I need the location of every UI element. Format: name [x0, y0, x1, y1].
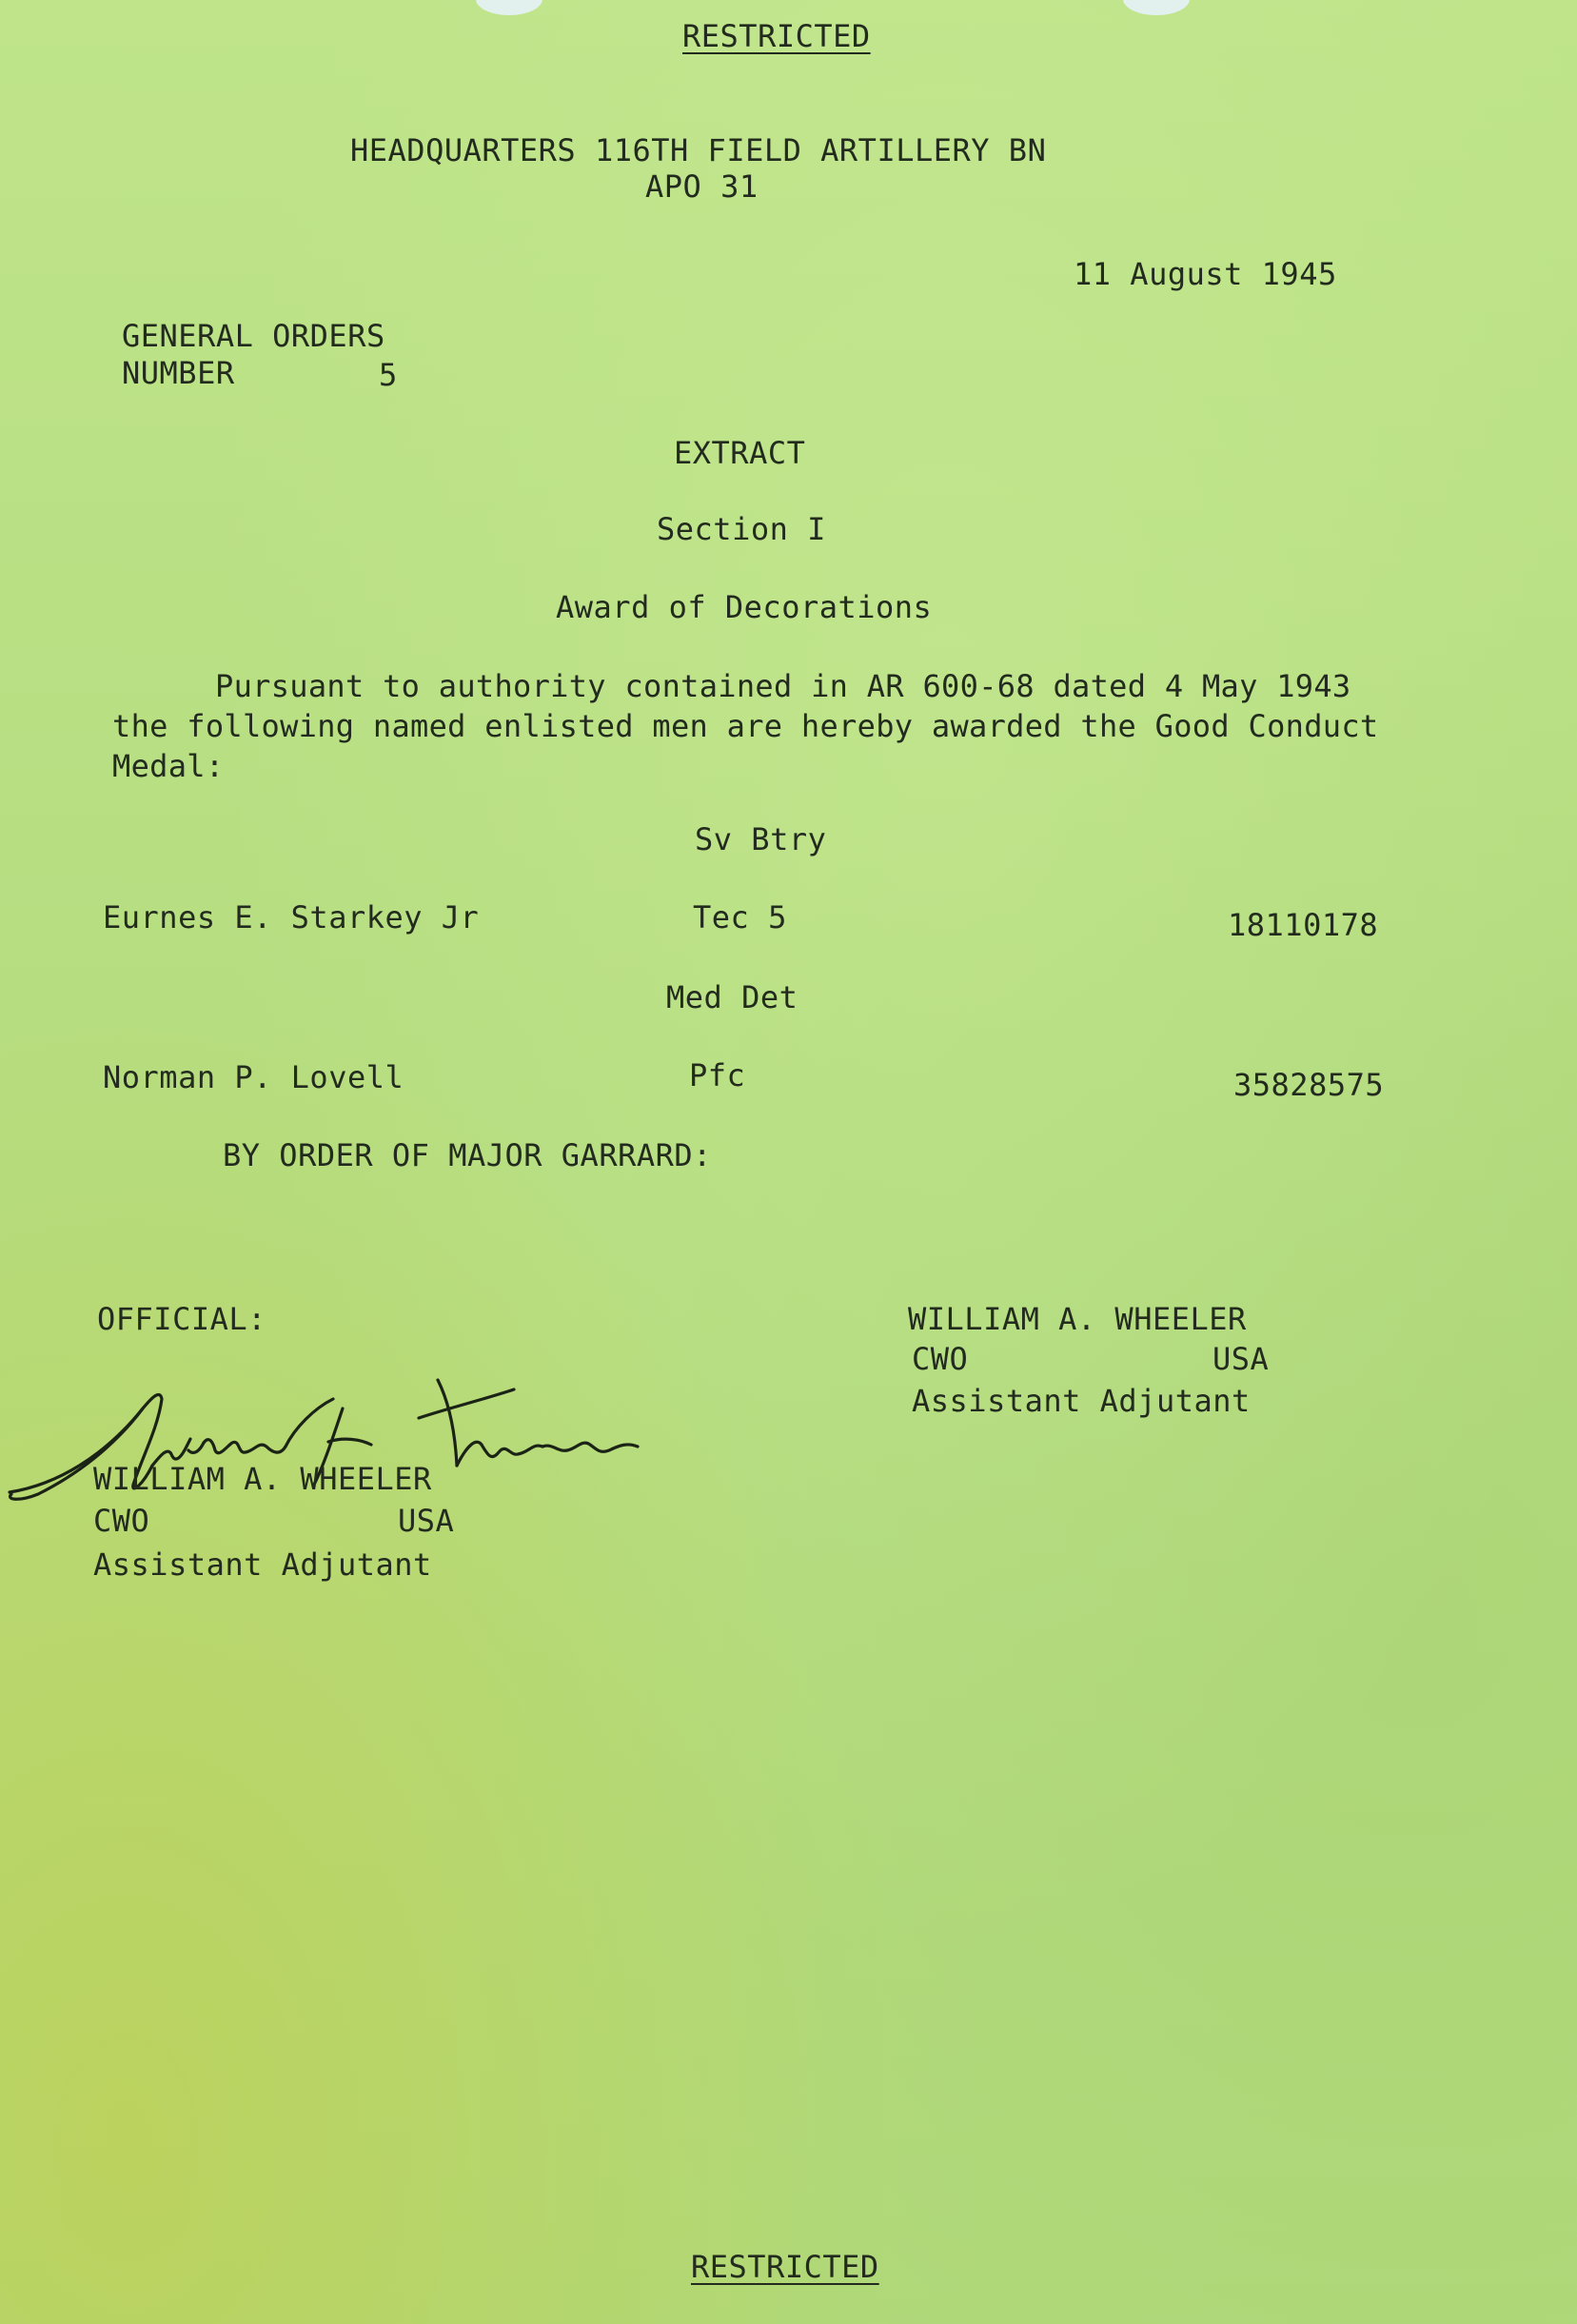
classification-top: RESTRICTED — [682, 18, 871, 54]
signatory-name: WILLIAM A. WHEELER — [908, 1301, 1247, 1337]
award-unit: Med Det — [666, 979, 798, 1015]
handwritten-signature — [0, 1351, 647, 1523]
award-rank: Tec 5 — [693, 899, 787, 936]
body-paragraph — [112, 666, 1473, 786]
punch-hole — [476, 0, 542, 15]
official-branch: USA — [398, 1503, 455, 1539]
unit-heading: HEADQUARTERS 116TH FIELD ARTILLERY BN — [350, 132, 1047, 168]
order-number-value: 5 — [379, 357, 398, 393]
by-order-line: BY ORDER OF MAJOR GARRARD: — [223, 1137, 712, 1173]
award-name: Eurnes E. Starkey Jr — [103, 899, 480, 936]
apo-line: APO 31 — [645, 168, 759, 205]
section-title: Section I — [657, 511, 826, 547]
official-label: OFFICIAL: — [97, 1301, 266, 1337]
subject-title: Award of Decorations — [556, 589, 933, 625]
extract-title: EXTRACT — [674, 435, 806, 471]
punch-hole — [1123, 0, 1190, 15]
order-number-label: NUMBER — [122, 355, 235, 391]
signatory-title: Assistant Adjutant — [912, 1383, 1251, 1419]
award-unit: Sv Btry — [695, 821, 827, 857]
official-name: WILLIAM A. WHEELER — [93, 1461, 432, 1497]
signatory-branch: USA — [1212, 1341, 1270, 1377]
classification-bottom: RESTRICTED — [691, 2249, 879, 2285]
award-serial: 35828575 — [1233, 1067, 1385, 1103]
official-grade: CWO — [93, 1503, 150, 1539]
general-orders-label: GENERAL ORDERS — [122, 318, 385, 354]
signatory-grade: CWO — [912, 1341, 969, 1377]
award-serial: 18110178 — [1228, 907, 1379, 943]
order-date: 11 August 1945 — [1074, 256, 1337, 292]
paragraph-first-line: Pursuant to authority contained in AR 600-68 dated 4 May 1943 — [215, 668, 1351, 704]
award-rank: Pfc — [689, 1057, 746, 1093]
official-title: Assistant Adjutant — [93, 1546, 432, 1583]
paragraph-rest: the following named enlisted men are hereby awarded the Good Conduct Medal: — [112, 708, 1379, 784]
award-name: Norman P. Lovell — [103, 1059, 404, 1095]
